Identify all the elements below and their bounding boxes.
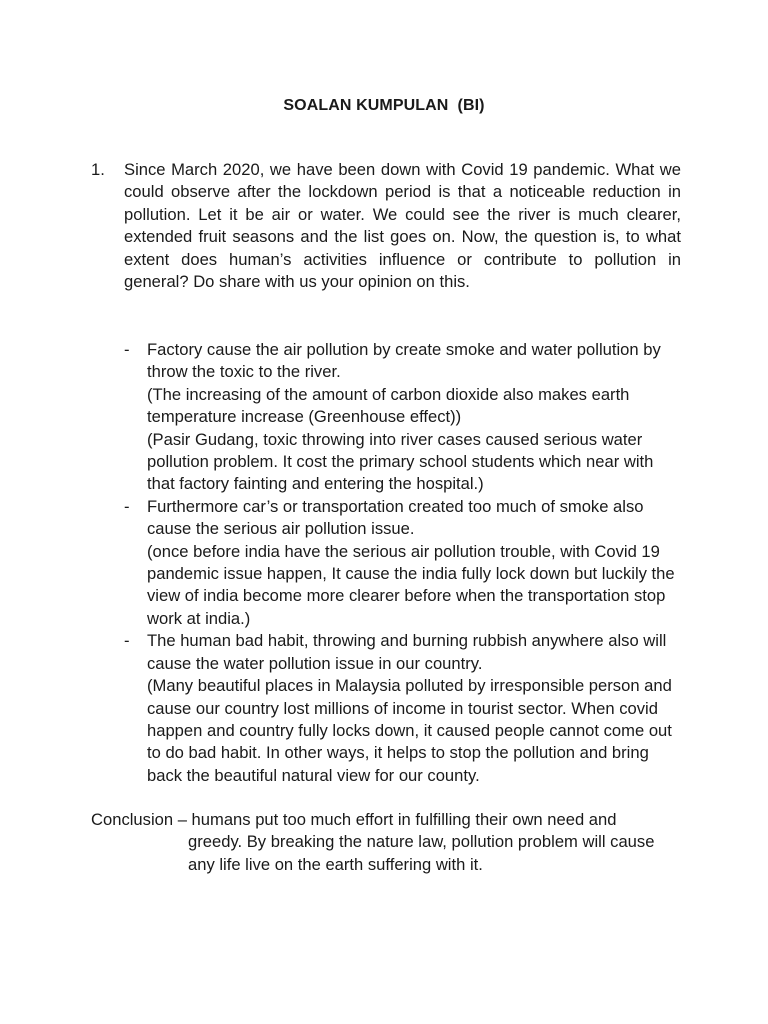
answer-bullet-1 [121, 339, 681, 496]
bullet-2-main: Furthermore car’s or transportation created too much of smoke also cause the serious air pollution issue. [147, 496, 644, 539]
bullet-3-main: The human bad habit, throwing and burning rubbish anywhere also will cause the water pollution issue in our country. [147, 631, 667, 673]
bullet-2-note-1: (once before india have the serious air pollution trouble, with Covid 19 pandemic issue happen, It cause the india fully lock down but luckily the view of india become more clearer before when the transportation stop work at india.) [147, 541, 675, 628]
answer-bullet-2 [121, 496, 681, 630]
conclusion-first-line: humans put too much effort in fulfilling their own need and [191, 810, 617, 829]
bullet-dash: - [124, 631, 130, 651]
bullet-dash: - [124, 496, 130, 516]
answer-bullet-3 [121, 630, 681, 787]
answer-bullet-list [121, 339, 681, 787]
bullet-dash: - [124, 340, 130, 359]
bullet-1-note-2: (Pasir Gudang, toxic throwing into river cases caused serious water pollution problem. It cost the primary school students which near with that factory fainting and entering the hospital.) [147, 429, 654, 494]
bullet-3-note-1: (Many beautiful places in Malaysia polluted by irresponsible person and cause our country lost millions of income in tourist sector. When covid happen and country fully locks down, it caused people cannot come out to do bad habit. In other ways, it helps to stop the pollution and bring back the beautiful natural view for our county. [147, 676, 672, 785]
bullet-1-note-1: (The increasing of the amount of carbon dioxide also makes earth temperature increase (Greenhouse effect)) [147, 384, 630, 427]
document-title: SOALAN KUMPULAN (BI) [283, 97, 485, 114]
conclusion-label: Conclusion – [91, 810, 192, 829]
question-number: 1. [91, 160, 105, 179]
bullet-1-main: Factory cause the air pollution by create smoke and water pollution by throw the toxic to the river. [147, 340, 661, 382]
question-1 [91, 159, 681, 293]
conclusion [91, 809, 671, 876]
conclusion-continuation: greedy. By breaking the nature law, pollution problem will cause any life live on the earth suffering with it. [188, 832, 655, 874]
question-text: Since March 2020, we have been down with Covid 19 pandemic. What we could observe after the lockdown period is that a noticeable reduction in pollution. Let it be air or water. We could see the river is much clearer, extended fruit seasons and the list goes on. Now, the question is, to what extent does human’s activities influence or contribute to pollution in general? Do share with us your opinion on this. [124, 160, 681, 292]
